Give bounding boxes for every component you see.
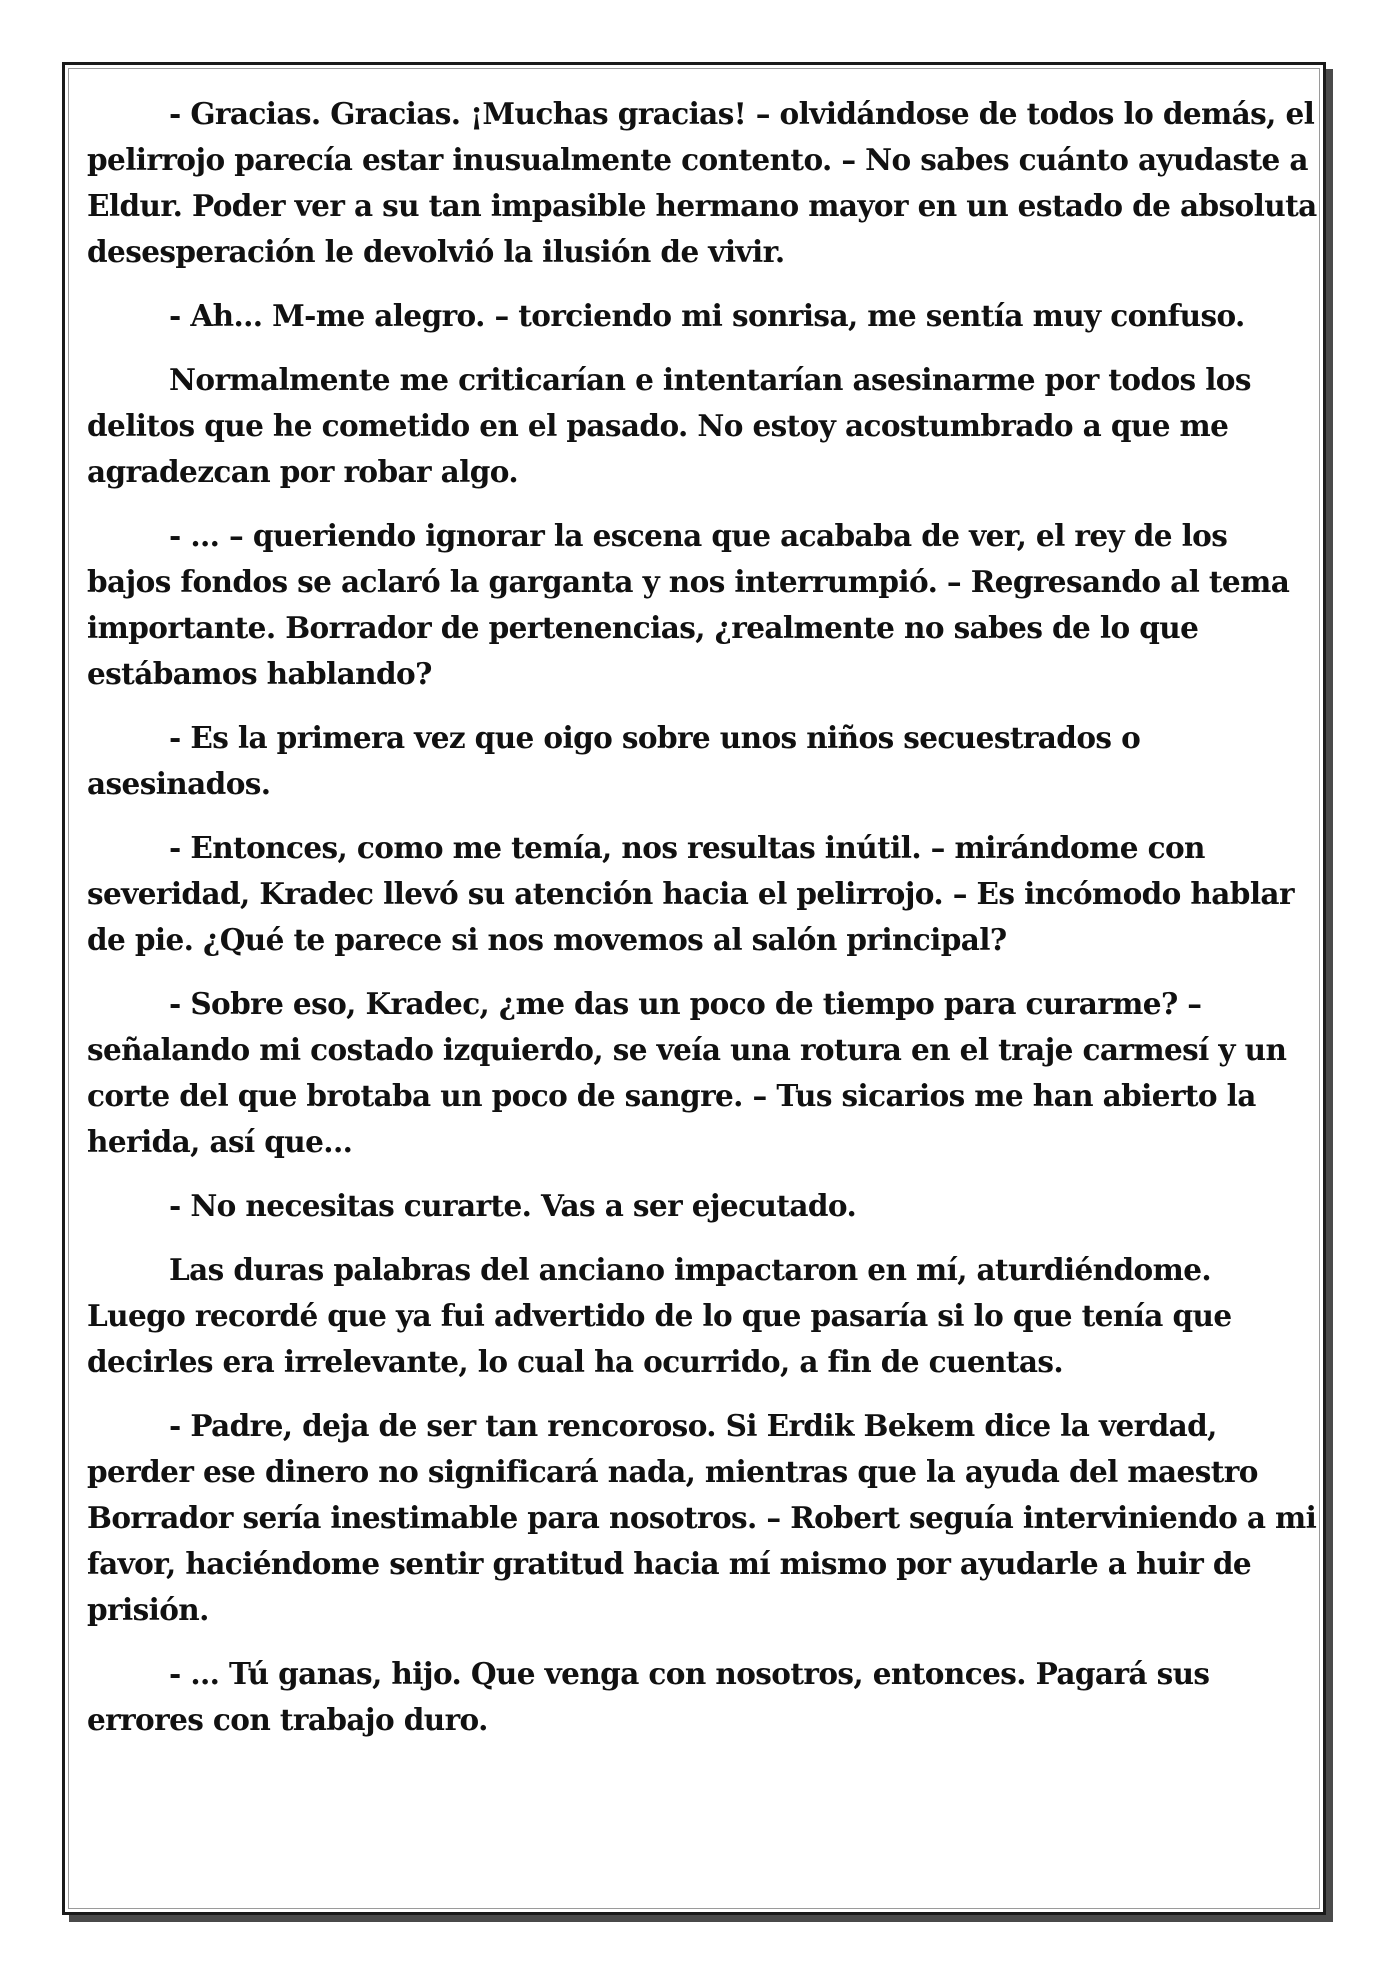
paragraph: - No necesitas curarte. Vas a ser ejecutado.: [169, 1188, 857, 1223]
paragraph: - Padre, deja de ser tan rencoroso. Si Erdik Bekem dice la verdad, perder ese dinero no significará nada, mientras que la ayuda del maestro Borrador sería inestimable para nosotros. – Robert seguía interviniendo a mi favor, haciéndome sentir gratitud hacia mí mismo por ayudarle a huir de prisión.: [87, 1408, 1317, 1627]
paragraph: - ... Tú ganas, hijo. Que venga con nosotros, entonces. Pagará sus errores con trabajo duro.: [87, 1656, 1210, 1737]
paragraph: - Es la primera vez que oigo sobre unos niños secuestrados o asesinados.: [87, 720, 1141, 801]
document-body: [87, 91, 1317, 1761]
paragraph: Las duras palabras del anciano impactaron en mí, aturdiéndome. Luego recordé que ya fui advertido de lo que pasaría si lo que tenía que decirles era irrelevante, lo cual ha ocurrido, a fin de cuentas.: [87, 1252, 1232, 1379]
paragraph: - Sobre eso, Kradec, ¿me das un poco de tiempo para curarme? – señalando mi costado izquierdo, se veía una rotura en el traje carmesí y un corte del que brotaba un poco de sangre. – Tus sicarios me han abierto la herida, así que...: [87, 986, 1287, 1159]
paragraph: Normalmente me criticarían e intentarían asesinarme por todos los delitos que he cometido en el pasado. No estoy acostumbrado a que me agradezcan por robar algo.: [87, 362, 1251, 489]
paragraph: - Ah... M-me alegro. – torciendo mi sonrisa, me sentía muy confuso.: [169, 298, 1245, 333]
paragraph: - Entonces, como me temía, nos resultas inútil. – mirándome con severidad, Kradec llevó su atención hacia el pelirrojo. – Es incómodo hablar de pie. ¿Qué te parece si nos movemos al salón principal?: [87, 830, 1294, 957]
paragraph: - Gracias. Gracias. ¡Muchas gracias! – olvidándose de todos lo demás, el pelirrojo parecía estar inusualmente contento. – No sabes cuánto ayudaste a Eldur. Poder ver a su tan impasible hermano mayor en un estado de absoluta desesperación le devolvió la ilusión de vivir.: [87, 96, 1317, 269]
page-frame: [62, 62, 1326, 1915]
paragraph: - ... – queriendo ignorar la escena que acababa de ver, el rey de los bajos fondos se aclaró la garganta y nos interrumpió. – Regresando al tema importante. Borrador de pertenencias, ¿realmente no sabes de lo que estábamos hablando?: [87, 518, 1290, 691]
